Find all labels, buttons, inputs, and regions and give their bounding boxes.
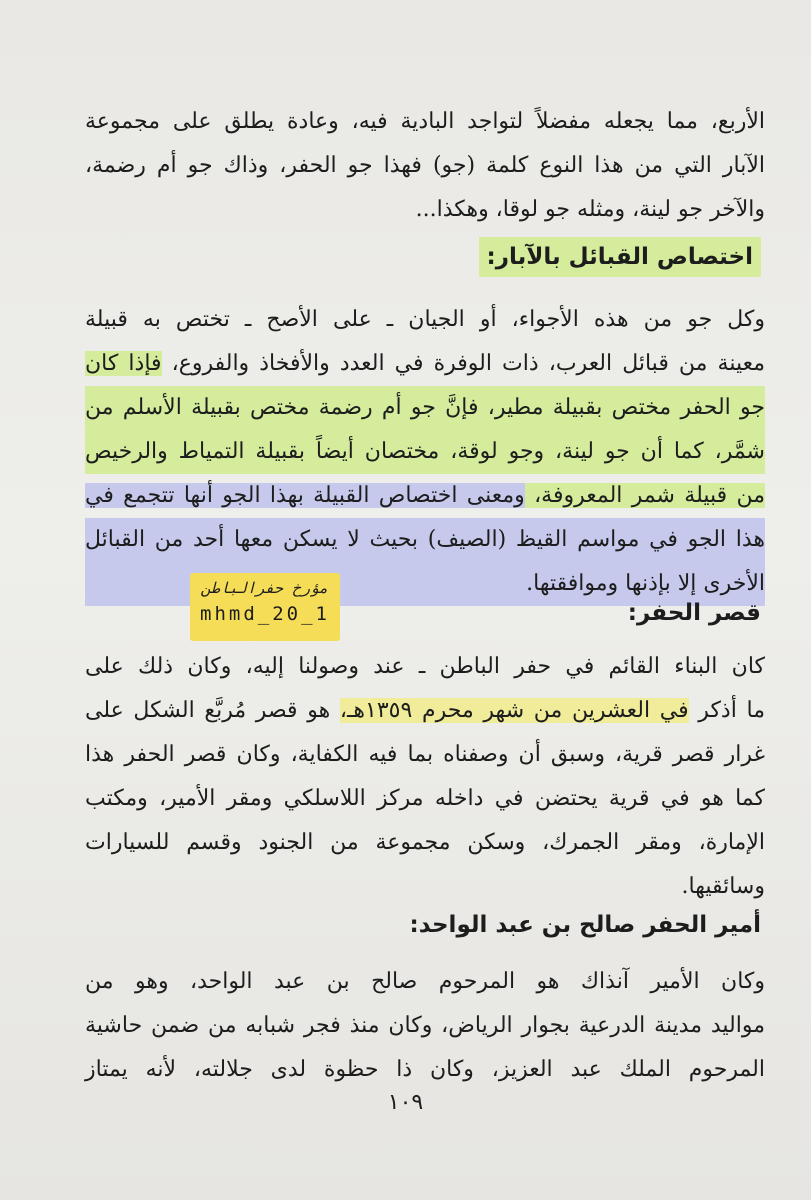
highlighted-text: فإذا كان [85, 351, 162, 376]
page-number: ١٠٩ [387, 1090, 424, 1115]
tribes-paragraph [85, 298, 765, 606]
text-segment: معينة من قبائل العرب، ذات الوفرة في العدد والأفخاذ والفروع، [161, 351, 765, 376]
text-line [85, 689, 765, 733]
stamp-handle: mhmd_20_1 [200, 603, 330, 625]
text-line [85, 474, 765, 518]
highlighted-line: جو الحفر مختص بقبيلة مطير، فإنَّ جو أم رضمة مختص بقبيلة الأسلم من [85, 386, 765, 430]
text-line: غرار قصر قرية، وسبق أن وصفناه بما فيه الكفاية، وكان قصر الحفر هذا [85, 742, 765, 767]
section-heading-emir: أمير الحفر صالح بن عبد الواحد: [409, 912, 761, 938]
text-segment: هو قصر مُربَّع الشكل على [85, 698, 340, 723]
highlighted-line: شمَّر، كما أن جو لينة، وجو لوقة، مختصان أيضاً بقبيلة التمياط والرخيص [85, 430, 765, 474]
watermark-stamp [190, 573, 340, 641]
intro-paragraph [85, 100, 765, 232]
highlighted-line: الأخرى إلا بإذنها وموافقتها. [85, 562, 765, 606]
text-line: وسائقيها. [681, 874, 765, 899]
highlighted-date: في العشرين من شهر محرم ١٣٥٩هـ، [339, 698, 689, 723]
highlighted-text: ومعنى اختصاص القبيلة بهذا الجو أنها تتجمع في [85, 483, 525, 508]
text-line: مواليد مدينة الدرعية بجوار الرياض، وكان منذ فجر شبابه من ضمن حاشية [85, 1013, 765, 1038]
emir-paragraph [85, 960, 765, 1092]
highlighted-text: من قبيلة شمر المعروفة، [524, 483, 765, 508]
text-line: المرحوم الملك عبد العزيز، وكان ذا حظوة لدى جلالته، لأنه يمتاز [85, 1057, 765, 1082]
text-segment: ما أذكر [688, 698, 766, 723]
text-line: الأربع، مما يجعله مفضلاً لتواجد البادية فيه، وعادة يطلق على مجموعة [85, 109, 765, 134]
text-line: وكان الأمير آنذاك هو المرحوم صالح بن عبد الواحد، وهو من [85, 969, 765, 994]
text-line: والآخر جو لينة، ومثله جو لوقا، وهكذا... [415, 197, 765, 222]
section-heading-tribes-wells: اختصاص القبائل بالآبار: [479, 237, 761, 277]
text-line [85, 342, 765, 386]
highlighted-line: هذا الجو في مواسم القيظ (الصيف) بحيث لا يسكن معها أحد من القبائل [85, 518, 765, 562]
text-line: كان البناء القائم في حفر الباطن ـ عند وصولنا إليه، وكان ذلك على [85, 654, 765, 679]
text-line: كما هو في قرية يحتضن في داخله مركز اللاسلكي ومقر الأمير، ومكتب [85, 786, 765, 811]
text-line: الآبار التي من هذا النوع كلمة (جو) فهذا جو الحفر، وذاك جو أم رضمة، [85, 153, 765, 178]
palace-paragraph [85, 645, 765, 909]
section-heading-palace: قصر الحفر: [627, 600, 761, 626]
stamp-title: مؤرخ حفرالباطن [201, 579, 329, 597]
text-line: وكل جو من هذه الأجواء، أو الجيان ـ على الأصح ـ تختص به قبيلة [85, 307, 765, 332]
text-line: الإمارة، ومقر الجمرك، وسكن مجموعة من الجنود وقسم للسيارات [85, 830, 765, 855]
